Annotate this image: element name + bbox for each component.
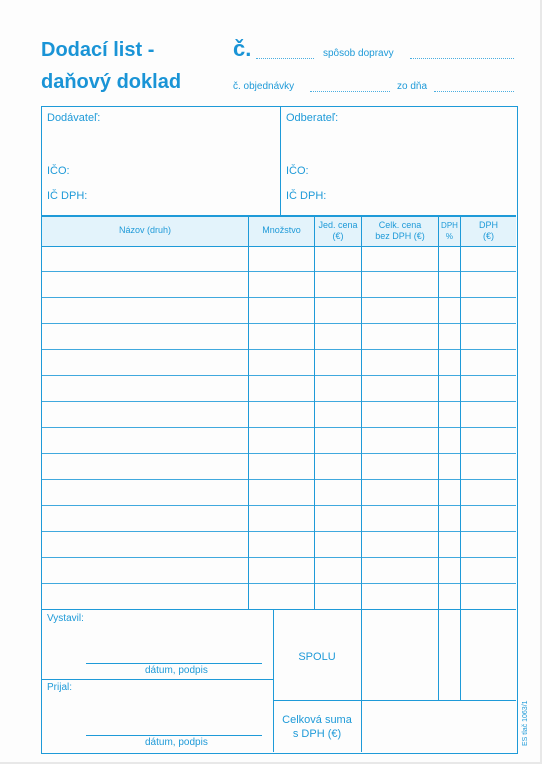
total-label: SPOLU <box>298 651 336 663</box>
table-row[interactable] <box>42 271 516 272</box>
issued-by-label: Vystavil: <box>47 613 84 624</box>
table-row[interactable] <box>42 557 516 558</box>
document-number-label: č. <box>233 36 252 61</box>
supplier-label: Dodávateľ: <box>47 112 101 124</box>
form-title-line1: Dodací list - <box>41 39 155 61</box>
table-row[interactable] <box>42 531 516 532</box>
order-number-label: č. objednávky <box>233 81 295 92</box>
column-separator <box>361 215 362 752</box>
table-row[interactable] <box>42 375 516 376</box>
column-separator <box>314 215 315 609</box>
received-by-signature-line[interactable] <box>86 735 262 736</box>
supplier-ico-label: IČO: <box>47 165 70 177</box>
table-row[interactable] <box>42 505 516 506</box>
transport-label: spôsob dopravy <box>323 48 394 59</box>
table-row[interactable] <box>42 427 516 428</box>
issued-by-sign-caption: dátum, podpis <box>145 665 208 676</box>
transport-field[interactable] <box>410 48 514 59</box>
customer-ico-label: IČO: <box>286 165 309 177</box>
table-row[interactable] <box>42 323 516 324</box>
column-header-vat-rate: DPH % <box>441 220 458 241</box>
table-row[interactable] <box>42 297 516 298</box>
table-row[interactable] <box>42 401 516 402</box>
table-row[interactable] <box>42 453 516 454</box>
column-header-unit-price: Jed. cena (€) <box>318 219 358 241</box>
supplier-icdph-label: IČ DPH: <box>47 190 88 202</box>
received-by-sign-caption: dátum, podpis <box>145 737 208 748</box>
column-separator <box>460 215 461 700</box>
form-code: ES tlač 1063/1 <box>522 700 529 746</box>
column-header-total-no-vat: Celk. cena bez DPH (€) <box>375 219 425 241</box>
order-date-label: zo dňa <box>397 81 428 92</box>
form-title-line2: daňový doklad <box>41 71 182 93</box>
document-number-field[interactable] <box>256 48 314 59</box>
table-row[interactable] <box>42 583 516 584</box>
customer-icdph-label: IČ DPH: <box>286 190 327 202</box>
table-row[interactable] <box>42 349 516 350</box>
grand-total-label: Celková suma s DPH (€) <box>282 714 352 740</box>
order-date-field[interactable] <box>434 81 514 92</box>
customer-label: Odberateľ: <box>286 112 339 124</box>
column-separator <box>248 215 249 609</box>
order-number-field[interactable] <box>310 81 390 92</box>
issued-by-signature-line[interactable] <box>86 663 262 664</box>
column-header-vat-amount: DPH (€) <box>478 219 498 241</box>
column-header-name: Názov (druh) <box>118 225 172 235</box>
column-separator <box>438 215 439 700</box>
received-by-label: Prijal: <box>47 682 73 693</box>
column-header-quantity: Množstvo <box>262 225 301 235</box>
table-row[interactable] <box>42 479 516 480</box>
